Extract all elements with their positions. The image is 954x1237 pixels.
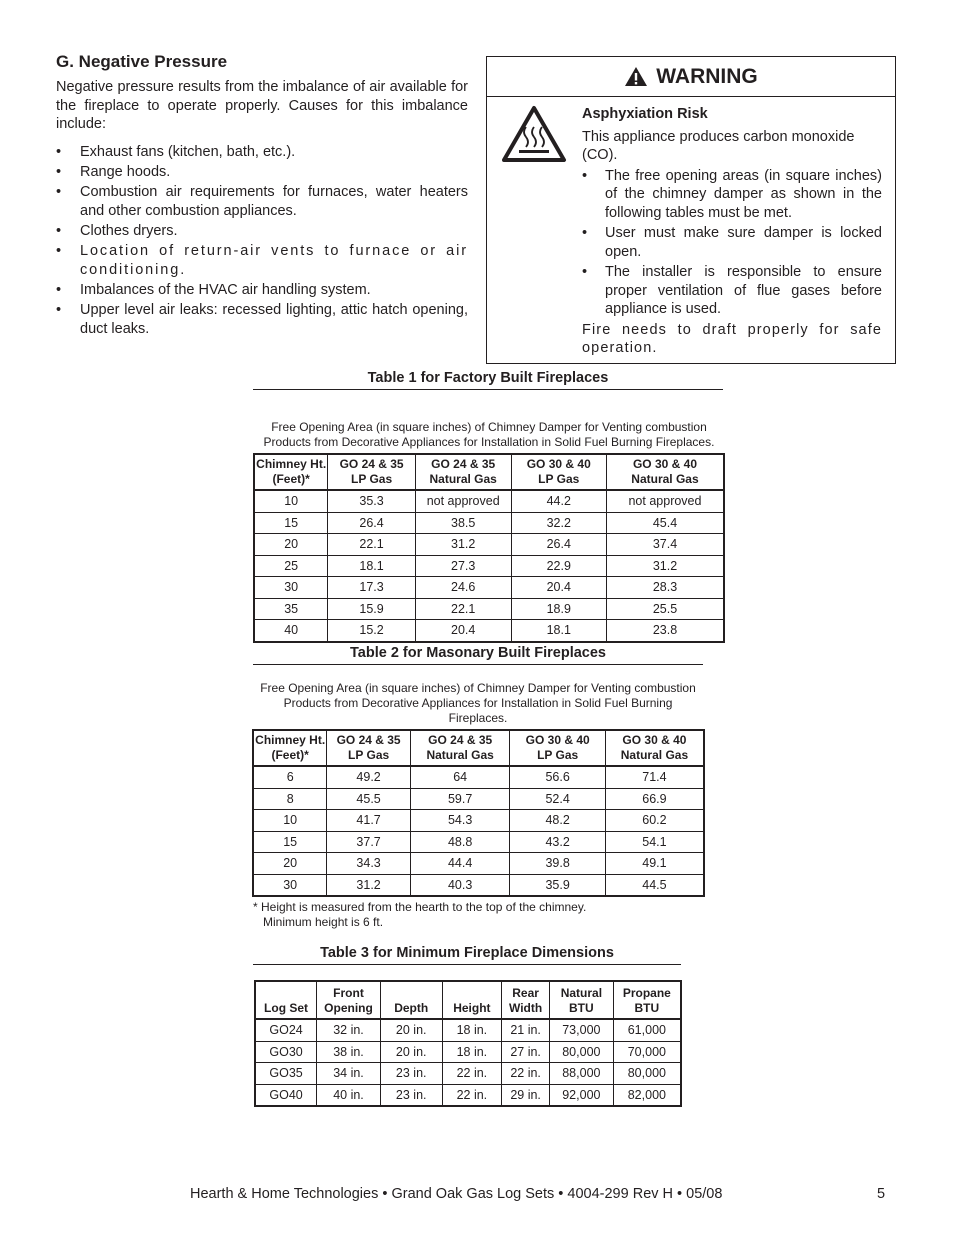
- table1-caption: Free Opening Area (in square inches) of Chimney Damper for Venting combustion Products from Decorative Appliances for Installation in Solid Fuel Burning Fireplaces.: [263, 420, 715, 449]
- table3-column-header: Rear Width: [502, 981, 550, 1019]
- table-row: [254, 577, 724, 599]
- table-cell: 15: [253, 831, 327, 853]
- table2-column-header: GO 24 & 35 Natural Gas: [410, 730, 510, 766]
- table-row: [254, 620, 724, 642]
- table-cell: 20.4: [511, 577, 606, 599]
- table3-header: [255, 981, 681, 1019]
- table3-title: Table 3 for Minimum Fireplace Dimensions: [253, 945, 681, 965]
- table-row: [253, 810, 704, 832]
- table-cell: 18.1: [328, 555, 416, 577]
- table-cell: 6: [253, 766, 327, 788]
- table-cell: 40: [254, 620, 328, 642]
- table-cell: 31.2: [606, 555, 724, 577]
- table-cell: 41.7: [327, 810, 411, 832]
- table-cell: 43.2: [510, 831, 605, 853]
- table-cell: 44.2: [511, 490, 606, 512]
- table-cell: 22 in.: [502, 1063, 550, 1085]
- table-cell: 32.2: [511, 512, 606, 534]
- table-cell: 48.8: [410, 831, 510, 853]
- warning-box: [486, 56, 896, 364]
- table-cell: 40.3: [410, 874, 510, 896]
- cause-item: • Upper level air leaks: recessed lighting, attic hatch opening, duct leaks.: [56, 301, 468, 339]
- table-cell: 10: [253, 810, 327, 832]
- table1-column-header: GO 30 & 40 LP Gas: [511, 454, 606, 490]
- table-row: [254, 598, 724, 620]
- table1: [253, 453, 725, 643]
- table-cell: 22 in.: [442, 1063, 502, 1085]
- table-cell: 48.2: [510, 810, 605, 832]
- warning-description: This appliance produces carbon monoxide (CO).: [582, 128, 855, 163]
- table-cell: GO30: [255, 1041, 317, 1063]
- cause-item: • Clothes dryers.: [56, 222, 468, 241]
- table-cell: 20 in.: [380, 1019, 442, 1041]
- table-row: [253, 766, 704, 788]
- table-cell: 17.3: [328, 577, 416, 599]
- table2-column-header: GO 30 & 40 LP Gas: [510, 730, 605, 766]
- table-cell: 37.7: [327, 831, 411, 853]
- table3-column-header: Depth: [380, 981, 442, 1019]
- table-row: [254, 512, 724, 534]
- table-cell: 21 in.: [502, 1019, 550, 1041]
- table-cell: 8: [253, 788, 327, 810]
- table-cell: 22.9: [511, 555, 606, 577]
- table3-column-header: Natural BTU: [550, 981, 614, 1019]
- table-cell: 15: [254, 512, 328, 534]
- table-cell: 54.3: [410, 810, 510, 832]
- table-cell: 56.6: [510, 766, 605, 788]
- warning-header: [487, 57, 895, 97]
- table-row: [255, 1084, 681, 1106]
- table-cell: 82,000: [613, 1084, 681, 1106]
- table-cell: 35: [254, 598, 328, 620]
- warning-triangle-icon: [624, 66, 648, 87]
- warning-note: Fire needs to draft properly for safe operation.: [582, 321, 882, 356]
- table2-header: [253, 730, 704, 766]
- table1-column-header: Chimney Ht. (Feet)*: [254, 454, 328, 490]
- table-cell: 39.8: [510, 853, 605, 875]
- table1-column-header: GO 24 & 35 Natural Gas: [415, 454, 511, 490]
- table-cell: 40 in.: [317, 1084, 381, 1106]
- table-cell: 45.5: [327, 788, 411, 810]
- height-footnote: [253, 900, 586, 930]
- table1-column-header: GO 30 & 40 Natural Gas: [606, 454, 724, 490]
- table-cell: 23 in.: [380, 1084, 442, 1106]
- table-cell: 22.1: [415, 598, 511, 620]
- table-cell: 28.3: [606, 577, 724, 599]
- page-footer: Hearth & Home Technologies • Grand Oak Gas Log Sets • 4004-299 Rev H • 05/08: [190, 1186, 723, 1202]
- table-cell: 54.1: [605, 831, 704, 853]
- table-cell: 35.3: [328, 490, 416, 512]
- table-cell: 23 in.: [380, 1063, 442, 1085]
- table-cell: 25.5: [606, 598, 724, 620]
- table-cell: 24.6: [415, 577, 511, 599]
- table-cell: 20.4: [415, 620, 511, 642]
- table-cell: 18 in.: [442, 1041, 502, 1063]
- table-row: [255, 1041, 681, 1063]
- table-cell: GO24: [255, 1019, 317, 1041]
- table-cell: GO35: [255, 1063, 317, 1085]
- table-cell: 34.3: [327, 853, 411, 875]
- intro-paragraph: Negative pressure results from the imbalance of air available for the fireplace to operate properly. Causes for this imbalance include:: [56, 79, 468, 132]
- cause-item: • Exhaust fans (kitchen, bath, etc.).: [56, 143, 468, 162]
- table-cell: 22.1: [328, 534, 416, 556]
- table2: [252, 729, 705, 897]
- table-cell: 20: [254, 534, 328, 556]
- table-cell: 31.2: [415, 534, 511, 556]
- table-cell: 88,000: [550, 1063, 614, 1085]
- table-cell: 29 in.: [502, 1084, 550, 1106]
- section-title: G. Negative Pressure: [56, 52, 228, 71]
- table1-body: [254, 490, 724, 642]
- table-cell: 52.4: [510, 788, 605, 810]
- table-cell: 18.9: [511, 598, 606, 620]
- table-cell: 27 in.: [502, 1041, 550, 1063]
- table-row: [253, 831, 704, 853]
- table3-column-header: Propane BTU: [613, 981, 681, 1019]
- table2-column-header: GO 30 & 40 Natural Gas: [605, 730, 704, 766]
- table-row: [254, 534, 724, 556]
- table1-column-header: GO 24 & 35 LP Gas: [328, 454, 416, 490]
- table2-title: Table 2 for Masonary Built Fireplaces: [253, 645, 703, 665]
- table-cell: 80,000: [550, 1041, 614, 1063]
- table-cell: 59.7: [410, 788, 510, 810]
- table-cell: not approved: [415, 490, 511, 512]
- table-cell: 18 in.: [442, 1019, 502, 1041]
- table-cell: 70,000: [613, 1041, 681, 1063]
- cause-item: • Range hoods.: [56, 163, 468, 182]
- table-row: [255, 1063, 681, 1085]
- footnote-line: * Height is measured from the hearth to the top of the chimney.: [253, 900, 587, 914]
- cause-item: • Combustion air requirements for furnaces, water heaters and other combustion appliances.: [56, 183, 468, 221]
- table-cell: 15.2: [328, 620, 416, 642]
- table-cell: 92,000: [550, 1084, 614, 1106]
- table3-column-header: Front Opening: [317, 981, 381, 1019]
- table-cell: 27.3: [415, 555, 511, 577]
- table-cell: 23.8: [606, 620, 724, 642]
- table-row: [253, 788, 704, 810]
- table-cell: 61,000: [613, 1019, 681, 1041]
- causes-list: [56, 143, 468, 340]
- footnote-line: Minimum height is 6 ft.: [263, 915, 384, 929]
- table2-body: [253, 766, 704, 896]
- table-cell: 45.4: [606, 512, 724, 534]
- table-cell: 44.4: [410, 853, 510, 875]
- table-cell: 38.5: [415, 512, 511, 534]
- warning-title: WARNING: [656, 65, 758, 88]
- table-cell: 15.9: [328, 598, 416, 620]
- table-cell: 22 in.: [442, 1084, 502, 1106]
- table-cell: 25: [254, 555, 328, 577]
- table3-column-header: Log Set: [255, 981, 317, 1019]
- table3-body: [255, 1019, 681, 1106]
- cause-item: • Imbalances of the HVAC air handling system.: [56, 281, 468, 300]
- table-cell: 71.4: [605, 766, 704, 788]
- table-cell: 20 in.: [380, 1041, 442, 1063]
- cause-item: • Location of return-air vents to furnace or air conditioning.: [56, 242, 468, 280]
- table-row: [254, 555, 724, 577]
- table-cell: 18.1: [511, 620, 606, 642]
- table-cell: 30: [254, 577, 328, 599]
- table-cell: 31.2: [327, 874, 411, 896]
- table-row: [254, 490, 724, 512]
- table-cell: not approved: [606, 490, 724, 512]
- table-cell: 26.4: [511, 534, 606, 556]
- table2-caption: Free Opening Area (in square inches) of Chimney Damper for Venting combustion Products from Decorative Appliances for Installation in Solid Fuel Burning Fireplaces.: [260, 681, 696, 725]
- table-row: [253, 853, 704, 875]
- table-cell: 66.9: [605, 788, 704, 810]
- table-cell: 44.5: [605, 874, 704, 896]
- table2-column-header: GO 24 & 35 LP Gas: [327, 730, 411, 766]
- table-cell: 32 in.: [317, 1019, 381, 1041]
- page-number: 5: [877, 1186, 886, 1202]
- warning-item: • User must make sure damper is locked open.: [582, 224, 882, 261]
- table-cell: 38 in.: [317, 1041, 381, 1063]
- table1-header: [254, 454, 724, 490]
- table1-title: Table 1 for Factory Built Fireplaces: [253, 370, 723, 390]
- table-cell: 35.9: [510, 874, 605, 896]
- table-cell: 30: [253, 874, 327, 896]
- table-cell: 37.4: [606, 534, 724, 556]
- table-cell: 26.4: [328, 512, 416, 534]
- table-cell: GO40: [255, 1084, 317, 1106]
- table-cell: 20: [253, 853, 327, 875]
- table-cell: 49.2: [327, 766, 411, 788]
- table-cell: 10: [254, 490, 328, 512]
- table-cell: 60.2: [605, 810, 704, 832]
- hot-surface-hazard-icon: [501, 105, 567, 163]
- warning-content: [582, 105, 882, 358]
- warning-item: • The installer is responsible to ensure proper ventilation of flue gases before appliance is used.: [582, 263, 882, 319]
- table-cell: 80,000: [613, 1063, 681, 1085]
- table-cell: 34 in.: [317, 1063, 381, 1085]
- table-cell: 49.1: [605, 853, 704, 875]
- table-row: [255, 1019, 681, 1041]
- table-cell: 64: [410, 766, 510, 788]
- warning-risk-heading: Asphyxiation Risk: [582, 106, 708, 122]
- table-row: [253, 874, 704, 896]
- table3: [254, 980, 682, 1107]
- warning-list: [582, 167, 882, 319]
- table2-column-header: Chimney Ht. (Feet)*: [253, 730, 327, 766]
- table3-column-header: Height: [442, 981, 502, 1019]
- warning-item: • The free opening areas (in square inches) of the chimney damper as shown in the following tables must be met.: [582, 167, 882, 223]
- table-cell: 73,000: [550, 1019, 614, 1041]
